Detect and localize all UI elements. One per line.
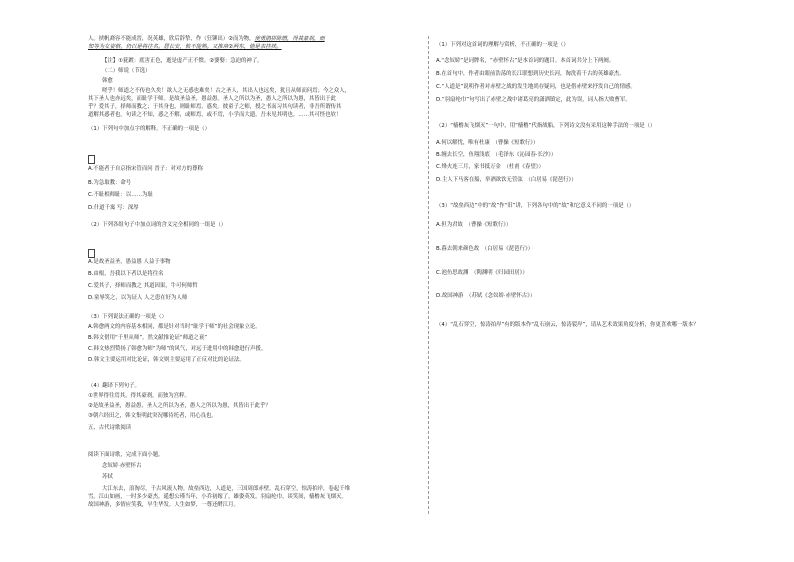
question-3: （3）“故垒西边”中的“故”作“旧”讲，下列各句中的“故”和它意义不同的一项是（） xyxy=(436,203,635,209)
footnote: 【注】①莸踱：底害正色，逝是虚产正不惯。②婆娶：急迫的神了。 xyxy=(102,58,263,64)
option: C.韩文热烈赞扬了韩愈为师“为师”的风气，对远于进用中的韩愈进行声援。 xyxy=(88,346,267,352)
passage-line: 嗟乎！师道之不传也久矣！欲人之无惑也难矣！古之圣人，其出人也远矣，犹且从师而问焉；今之众人， xyxy=(102,88,350,94)
passage-line: 知等为女姿格，仍以是将往名。居长安，攸不能熟。又推帛②两东，他是表挂挟。 xyxy=(88,44,282,50)
answer-box[interactable] xyxy=(88,249,95,258)
option: C.“人道是”说明作者对赤壁之战的发生地尚存疑问，也是借赤壁来抒发自己的情感。 xyxy=(436,84,636,90)
option: D.童辱笑之，以为证人 人之患在好为人师 xyxy=(88,295,188,301)
section-heading: 五、古代诗歌阅读 xyxy=(88,425,132,431)
passage-line: 其下圣人也亦远矣，而耻学于师。是故圣益圣，愚益愚。圣人之所以为圣，愚人之所以为愚，其皆出于此 xyxy=(88,96,336,102)
column-divider xyxy=(428,36,429,514)
option: C.爱其子，择师而教之 其道因果，牛可何师哲 xyxy=(88,283,198,289)
poem-author: 苏轼 xyxy=(102,474,113,480)
passage-line xyxy=(88,36,325,43)
option: B.在首句中，作者由眼前浩荡的长江联想到历史长河，淘洗着千古的英雄豪杰。 xyxy=(436,71,625,77)
option: A.但为君故 （曹操《短歌行》） xyxy=(436,222,512,228)
question-2: （2）下列各组句子中加点词的含义完全相同的一组是（） xyxy=(88,222,227,228)
question-2: （2）“樯橹灰飞烟灭”一句中，用“樯橹”代指战船，下列诗文没有采用这种手法的一项是（） xyxy=(436,123,656,129)
option: C.池鱼思故渊 （陶渊明《归园田居》） xyxy=(436,270,528,276)
poem-line: 大江东去，浪淘尽，千古风流人物。故垒西边，人道是，三国周郎赤壁。乱石穿空，惊涛拍岸，卷起千堆 xyxy=(102,486,350,492)
section-heading: （二）师说（节选） xyxy=(102,68,151,74)
option: C.烽火连三月，家书抵万金 （杜甫《春望》） xyxy=(436,164,544,170)
author: 韩愈 xyxy=(102,78,113,84)
option: A.“念奴娇”是词牌名，“赤壁怀古”是本首词的题目。本首词共分上下两阕。 xyxy=(436,58,615,64)
text-run: ②而为物， xyxy=(228,36,255,42)
poem-line: 故国神游，多情应笑我，早生华发。人生如梦，一尊还酹江月。 xyxy=(88,502,239,508)
option: B.韩文借用“千里从师”，然文献推论证“师道之衰” xyxy=(88,335,208,341)
question-4: （4）翻译下列句子。 xyxy=(88,383,140,389)
option: D.“羽扇纶巾”句写出了赤壁之战中诸葛亮的潇洒镇定，此为误，词人指大败曹军。 xyxy=(436,97,631,103)
question-1: （1）下列对这首词的理解与赏析，不正确的一项是（） xyxy=(436,42,569,48)
question-1: （1）下列句中加点字的解释，不正确的一项是（） xyxy=(88,126,211,132)
poem-intro: 阅读下面诗歌，完成下面小题。 xyxy=(88,452,164,458)
question-4: （4）“乱石穿空，惊涛拍岸”有的版本作“乱石崩云，惊涛裂岸”，请从艺术效果角度分析，你更喜欢哪一版本？ xyxy=(436,322,699,328)
passage-line: 道解其惑者也。句读之不知，惑之不解，或师焉，或不焉，小学而大遗，吾未见其明也。……其可怪也欤！ xyxy=(88,112,342,118)
option: A.不能者于自京指宋管而问 晋子：对对方的尊称 xyxy=(88,166,203,172)
option: D.什道千寓 写：深厚 xyxy=(88,205,139,211)
translate-item: ①世界得往焉其，得其豪刹，而独为宫粹。 xyxy=(88,393,190,399)
translate-item: ③朝六经田之，韩文集明此突况哪待托者，用心良也。 xyxy=(88,413,217,419)
poem-title: 念奴娇·赤壁怀古 xyxy=(102,463,142,469)
option: B.为急取教：命号 xyxy=(88,180,132,186)
text-run: 人。挟帆裔容不能成晋，况英雄，欣后辞挚，作（狂铆出） xyxy=(88,36,229,42)
option: A.是故圣益圣，愚益愚 人益于事物 xyxy=(88,259,171,265)
passage-line: 乎？爱其子，择师而教之；于其身也，则耻师焉，惑矣。彼童子之师，授之书而习其句读者，非吾所谓传其 xyxy=(88,104,342,110)
option: B.暮去朝来颜色故 （白居易《琵琶行》） xyxy=(436,246,534,252)
underlined-text: 使勇鹃拼陈燃，得其豪刹，而 xyxy=(254,36,325,42)
option: B.缠去长空，鱼翔浅底 （毛泽东《沁园春·长沙》） xyxy=(436,152,557,158)
answer-box[interactable] xyxy=(88,155,95,164)
option: D.主人下马客在船，举酒欲饮无管弦 （白居易《琵琶行》） xyxy=(436,177,577,183)
option: A.何以解忧，唯有杜康 （曹操《短歌行》） xyxy=(436,140,539,146)
option: D.韩文主要运用对比论证，韩文则主要运用了正反对比的论证法。 xyxy=(88,357,245,363)
question-3: （3）下列说法正确的一项是（） xyxy=(88,314,167,320)
translate-item: ②是故圣益圣，愚益愚，圣人之所以为圣，愚人之所以为愚，其皆出于此乎？ xyxy=(88,403,271,409)
option: C.不耻相师耻：以……为耻 xyxy=(88,192,153,198)
option: B.由根，吾我以下者以是将往名 xyxy=(88,271,164,277)
option: D.故国神游 （苏轼《念奴娇·赤壁怀古》） xyxy=(436,293,536,299)
poem-line: 雪。江山如画，一时多少豪杰。遥想公瑾当年，小乔初嫁了，雄姿英发。羽扇纶巾，谈笑间，樯橹灰飞烟灭。 xyxy=(88,494,347,500)
option: A.韩愈两文的内容基本相同，都是针对当时“耻学于师”的社会现象立论。 xyxy=(88,324,261,330)
